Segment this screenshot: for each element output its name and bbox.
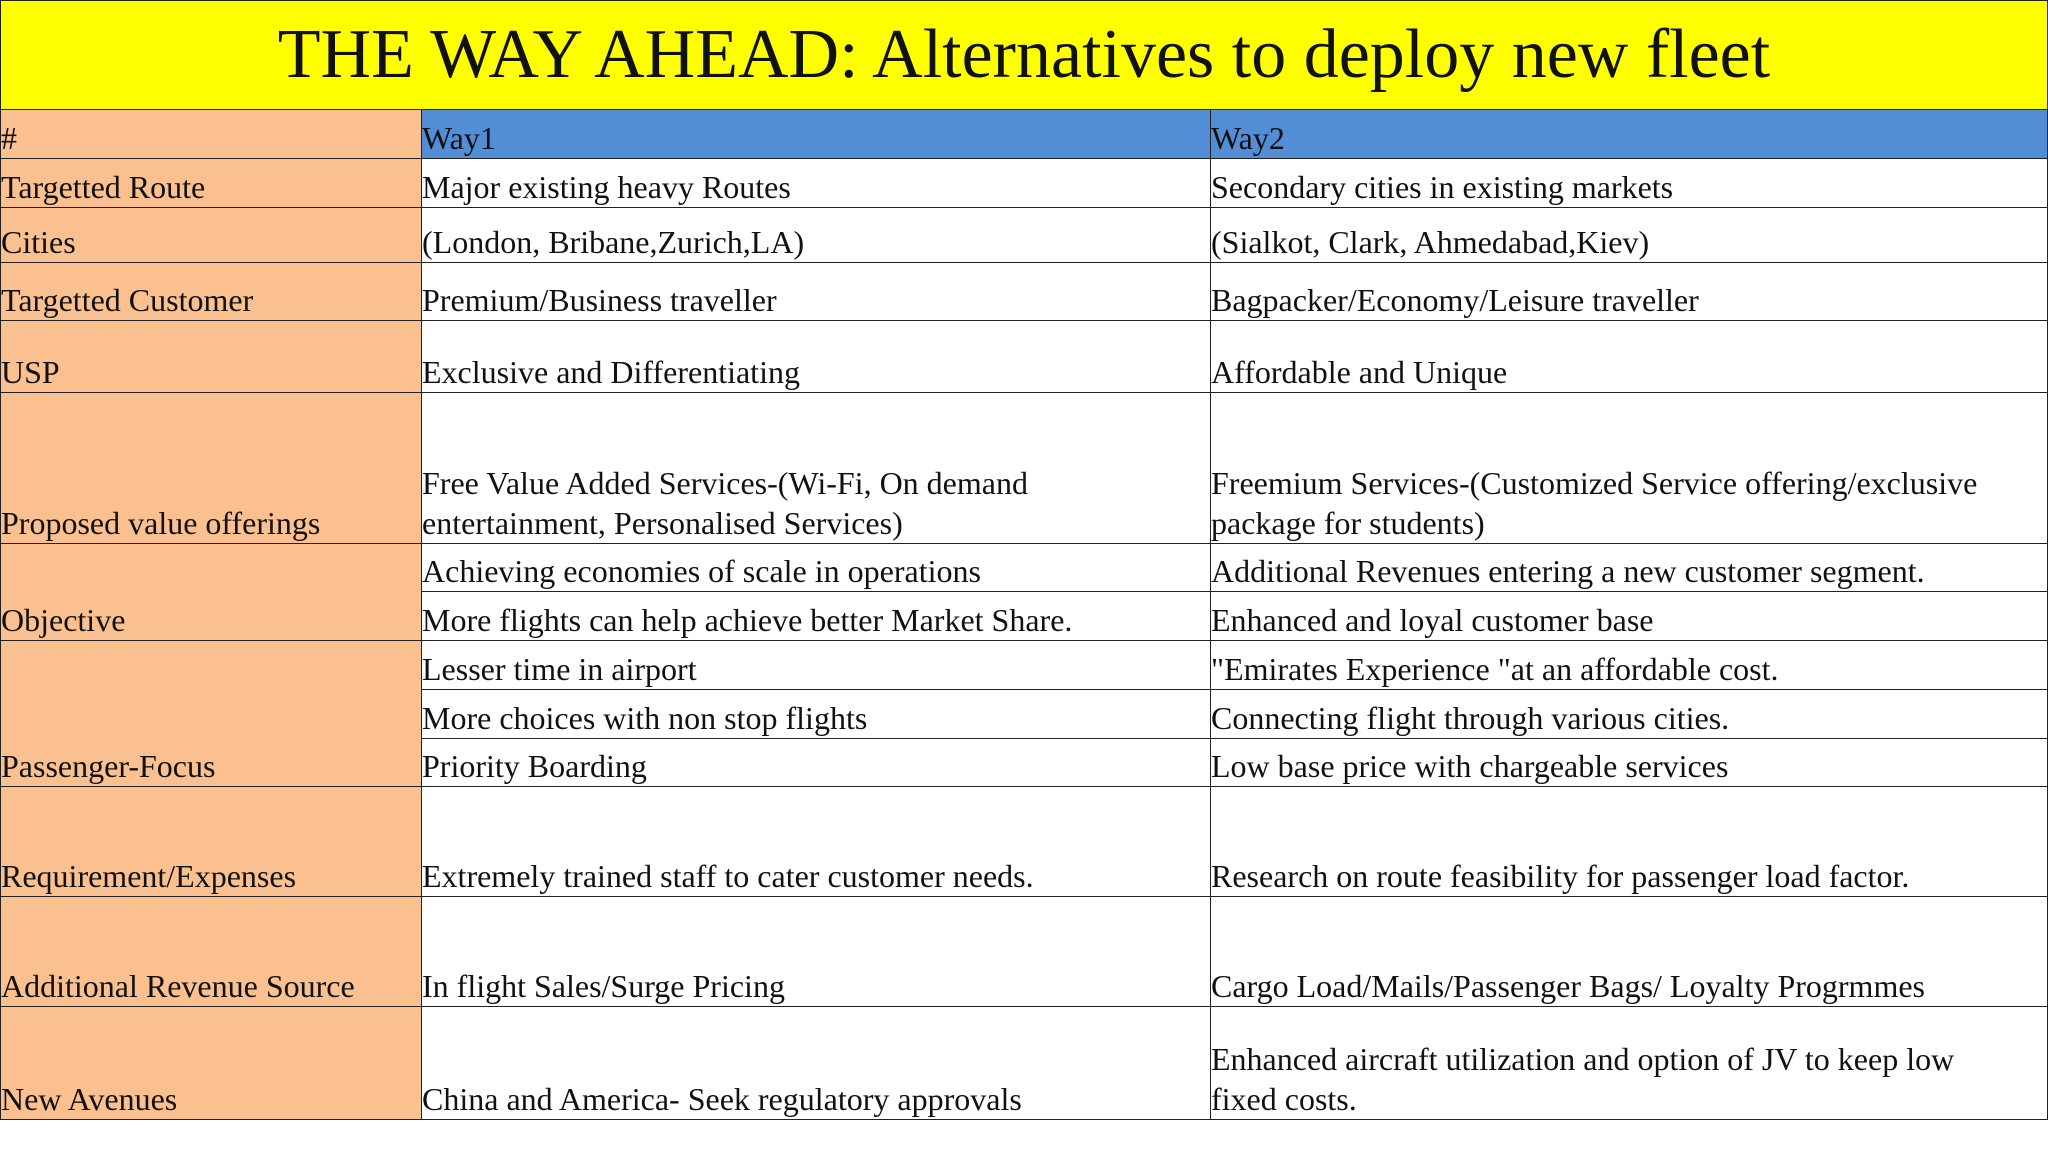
table-row-usp — [1, 321, 2048, 393]
cell-way2-requirement-expenses: Research on route feasibility for passenger load factor. — [1211, 787, 2048, 897]
cell-way1-proposed-value-offerings — [422, 393, 1211, 544]
cell-line: Free Value Added Services-(Wi-Fi, On demand — [422, 465, 1028, 501]
cell-way2-passenger-focus-c: Low base price with chargeable services — [1211, 739, 2048, 787]
cell-line: entertainment, Personalised Services) — [422, 505, 903, 541]
table-row-requirement-expenses — [1, 787, 2048, 897]
header-hash-cell: # — [1, 110, 422, 159]
slide-title: THE WAY AHEAD: Alternatives to deploy new fleet — [0, 0, 2048, 110]
cell-way1-passenger-focus-a: Lesser time in airport — [422, 641, 1211, 690]
cell-way2-usp: Affordable and Unique — [1211, 321, 2048, 393]
cell-line: package for students) — [1211, 505, 1485, 541]
cell-way2-targetted-route: Secondary cities in existing markets — [1211, 159, 2048, 208]
table-row-targetted-customer — [1, 263, 2048, 321]
row-label-additional-revenue-source: Additional Revenue Source — [1, 897, 422, 1007]
row-label-usp: USP — [1, 321, 422, 393]
cell-way1-objective-b: More flights can help achieve better Market Share. — [422, 592, 1211, 641]
row-label-new-avenues: New Avenues — [1, 1007, 422, 1120]
cell-line: Enhanced aircraft utilization and option of JV to keep low — [1211, 1041, 1955, 1077]
cell-way1-targetted-customer: Premium/Business traveller — [422, 263, 1211, 321]
cell-way1-cities: (London, Bribane,Zurich,LA) — [422, 208, 1211, 263]
cell-way2-cities: (Sialkot, Clark, Ahmedabad,Kiev) — [1211, 208, 2048, 263]
table-row-cities — [1, 208, 2048, 263]
cell-way2-objective-a: Additional Revenues entering a new customer segment. — [1211, 544, 2048, 592]
cell-way2-objective-b: Enhanced and loyal customer base — [1211, 592, 2048, 641]
cell-way1-passenger-focus-c: Priority Boarding — [422, 739, 1211, 787]
cell-way1-requirement-expenses: Extremely trained staff to cater customer needs. — [422, 787, 1211, 897]
cell-way2-new-avenues — [1211, 1007, 2048, 1120]
table-row-additional-revenue-source — [1, 897, 2048, 1007]
cell-line: fixed costs. — [1211, 1081, 1357, 1117]
cell-way2-targetted-customer: Bagpacker/Economy/Leisure traveller — [1211, 263, 2048, 321]
cell-way1-additional-revenue-source: In flight Sales/Surge Pricing — [422, 897, 1211, 1007]
row-label-requirement-expenses: Requirement/Expenses — [1, 787, 422, 897]
cell-way2-passenger-focus-b: Connecting flight through various cities. — [1211, 690, 2048, 739]
header-way2-cell: Way2 — [1211, 110, 2048, 159]
cell-way1-objective-a: Achieving economies of scale in operations — [422, 544, 1211, 592]
row-label-proposed-value-offerings: Proposed value offerings — [1, 393, 422, 544]
row-label-passenger-focus: Passenger-Focus — [1, 641, 422, 787]
table-row-targetted-route — [1, 159, 2048, 208]
cell-way1-targetted-route: Major existing heavy Routes — [422, 159, 1211, 208]
row-label-targetted-customer: Targetted Customer — [1, 263, 422, 321]
cell-way1-passenger-focus-b: More choices with non stop flights — [422, 690, 1211, 739]
table-row-proposed-value-offerings — [1, 393, 2048, 544]
cell-way1-usp: Exclusive and Differentiating — [422, 321, 1211, 393]
header-way1-cell: Way1 — [422, 110, 1211, 159]
row-label-cities: Cities — [1, 208, 422, 263]
row-label-objective: Objective — [1, 544, 422, 641]
table-header-row — [1, 110, 2048, 159]
cell-way1-new-avenues: China and America- Seek regulatory approvals — [422, 1007, 1211, 1120]
cell-way2-additional-revenue-source: Cargo Load/Mails/Passenger Bags/ Loyalty Progrmmes — [1211, 897, 2048, 1007]
table-row-passenger-focus-a — [1, 641, 2048, 690]
table-row-objective-a — [1, 544, 2048, 592]
alternatives-table — [0, 109, 2048, 1120]
row-label-targetted-route: Targetted Route — [1, 159, 422, 208]
cell-line: Freemium Services-(Customized Service offering/exclusive — [1211, 465, 1978, 501]
cell-way2-passenger-focus-a: "Emirates Experience "at an affordable cost. — [1211, 641, 2048, 690]
table-row-new-avenues — [1, 1007, 2048, 1120]
cell-way2-proposed-value-offerings — [1211, 393, 2048, 544]
